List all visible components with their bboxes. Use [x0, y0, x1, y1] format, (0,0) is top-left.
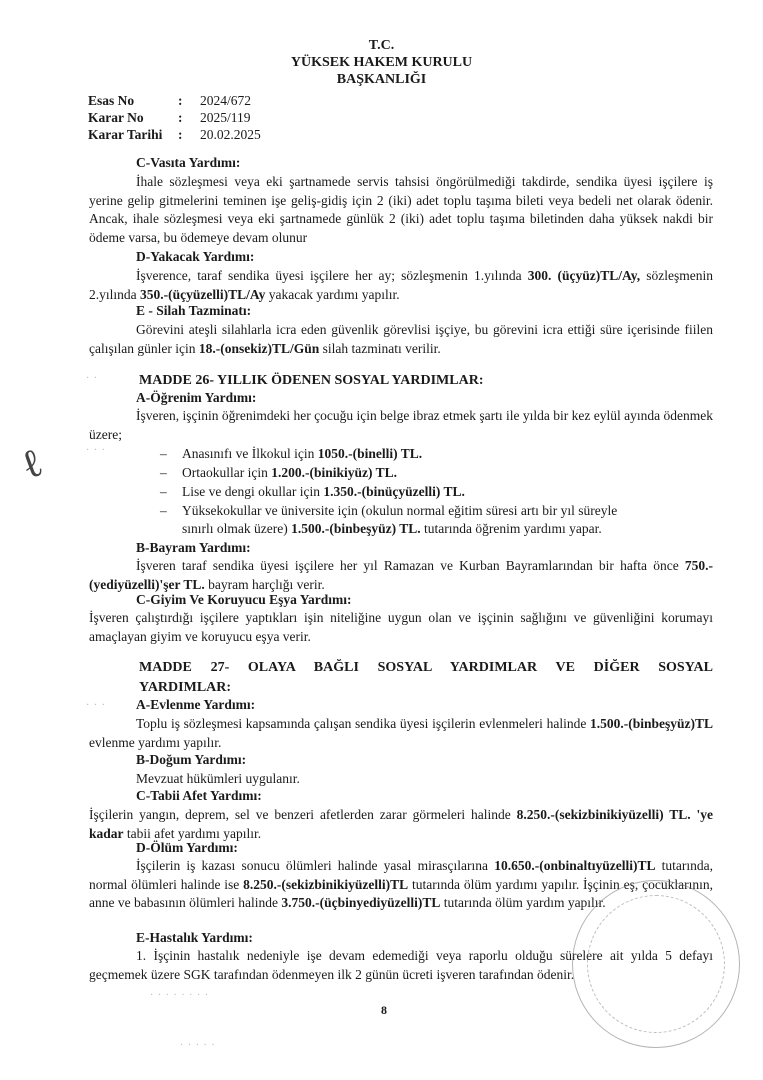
section-title-yakacak: D-Yakacak Yardımı:	[136, 249, 255, 264]
scan-noise: · · ·	[86, 700, 106, 711]
list-item: – Ortaokullar için 1.200.-(binikiyüz) TL.	[160, 465, 398, 480]
paragraph-vasita: İhale sözleşmesi veya eki şartnamede servis tahsisi öngörülmediği takdirde, sendika üyesi işçilere iş yerine gelip gitmelerini teminen işe geliş-gidiş için 2 (iki) adet toplu taşıma bileti veya bedeli net olarak ödenir. Ancak, ihale sözleşmesi veya eki şartnamede günlük 2 (iki) adet toplu taşıma biletinden daha yüksek nakdi bir ödeme varsa, bu ödemeye devam olunur	[89, 174, 713, 245]
scan-noise: · · · · ·	[180, 1040, 216, 1051]
header-court: YÜKSEK HAKEM KURULU	[290, 55, 473, 70]
meta-value: 2024/672	[200, 93, 252, 108]
section-title-bayram: B-Bayram Yardımı:	[136, 540, 251, 555]
section-title-vasita: C-Vasıta Yardımı:	[136, 155, 241, 170]
header-tc: T.C.	[368, 38, 395, 53]
meta-label: Karar Tarihi	[88, 127, 163, 142]
header-presidency: BAŞKANLIĞI	[336, 72, 427, 87]
section-title-silah: E - Silah Tazminatı:	[136, 303, 252, 318]
scan-noise: · ·	[86, 373, 99, 384]
page-number: 8	[381, 1003, 387, 1017]
handwritten-initial-mark: ℓ	[14, 439, 49, 489]
meta-esas-no: Esas No : 2024/672	[88, 93, 252, 108]
meta-value: 2025/119	[200, 110, 251, 125]
paragraph-giyim: İşveren çalıştırdığı işçilere yaptıkları işin niteliğine uygun olan ve işçinin sağlığını ve güvenliğini korumayı amaçlayan giyim ve koruyucu eşya verir.	[89, 610, 713, 644]
section-title-olum: D-Ölüm Yardımı:	[136, 840, 238, 855]
paragraph-evlenme: Toplu iş sözleşmesi kapsamında çalışan sendika üyesi işçilerin evlenmeleri halinde 1.500.-(binbeşyüz)TL evlenme yardımı yapılır.	[89, 716, 713, 750]
article-27-title: MADDE 27- OLAYA BAĞLI SOSYAL YARDIMLAR VE DİĞER SOSYAL	[139, 660, 713, 675]
paragraph-hastalik: 1. İşçinin hastalık nedeniyle işe devam edemediği veya raporlu olduğu sürelere ait yılda 5 defayı geçmemek üzere SGK tarafından ödenmeyen ilk 2 günün ücreti işveren tarafından ödenir.	[89, 948, 713, 982]
article-26-title: MADDE 26- YILLIK ÖDENEN SOSYAL YARDIMLAR:	[139, 373, 484, 388]
paragraph-olum: İşçilerin iş kazası sonucu ölümleri halinde yasal mirasçılarına 10.650.-(onbinaltıyüzelli)TL tutarında, normal ölümleri halinde ise 8.250.-(sekizbinikiyüzelli)TL tutarında ölüm yardımı yapılır. İşçinin eş, çocuklarının, anne ve babasının ölümleri halinde 3.750.-(üçbinyediyüzelli)TL tutarında ölüm yardım yapılır.	[89, 858, 713, 910]
list-item-continuation: sınırlı olmak üzere) 1.500.-(binbeşyüz) TL. tutarında öğrenim yardımı yapar.	[182, 521, 602, 536]
scan-noise: · · ·	[86, 445, 106, 456]
section-title-dogum: B-Doğum Yardımı:	[136, 752, 247, 767]
section-title-giyim: C-Giyim Ve Koruyucu Eşya Yardımı:	[136, 592, 352, 607]
list-item: – Yüksekokullar ve üniversite için (okulun normal eğitim süresi artı bir yıl süreyle	[160, 503, 618, 518]
section-title-hastalik: E-Hastalık Yardımı:	[136, 930, 253, 945]
section-title-afet: C-Tabii Afet Yardımı:	[136, 788, 262, 803]
list-item: – Anasınıfı ve İlkokul için 1050.-(binelli) TL.	[160, 446, 423, 461]
meta-value: 20.02.2025	[200, 127, 261, 142]
meta-label: Karar No	[88, 110, 144, 125]
paragraph-bayram: İşveren taraf sendika üyesi işçilere her yıl Ramazan ve Kurban Bayramlarından bir hafta önce 750.-(yediyüzelli)'şer TL. bayram harçlığı verir.	[89, 558, 713, 592]
paragraph-yakacak: İşverence, taraf sendika üyesi işçilere her ay; sözleşmenin 1.yılında 300. (üçyüz)TL/Ay, sözleşmenin 2.yılında 350.-(üçyüzelli)TL/Ay yakacak yardımı yapılır.	[89, 268, 713, 302]
paragraph-ogrenim: İşveren, işçinin öğrenimdeki her çocuğu için belge ibraz etmek şartı ile yılda bir kez eylül ayında ödenmek üzere;	[89, 408, 713, 442]
paragraph-dogum: Mevzuat hükümleri uygulanır.	[136, 771, 300, 786]
list-item: – Lise ve dengi okullar için 1.350.-(binüçyüzelli) TL.	[160, 484, 465, 499]
meta-label: Esas No	[88, 93, 135, 108]
section-title-evlenme: A-Evlenme Yardımı:	[136, 697, 256, 712]
official-stamp-seal	[572, 880, 740, 1048]
section-title-ogrenim: A-Öğrenim Yardımı:	[136, 390, 257, 405]
scan-noise: · · · · · · · ·	[150, 990, 210, 1001]
meta-karar-no: Karar No : 2025/119	[88, 110, 251, 125]
paragraph-silah: Görevini ateşli silahlarla icra eden güvenlik görevlisi işçiye, bu görevini icra ettiği süre içerisinde fiilen çalışılan günler için 18.-(onsekiz)TL/Gün silah tazminatı verilir.	[89, 322, 713, 356]
article-27-title-cont: YARDIMLAR:	[139, 680, 232, 695]
paragraph-afet: İşçilerin yangın, deprem, sel ve benzeri afetlerden zarar görmeleri halinde 8.250.-(sekizbinikiyüzelli) TL. 'ye kadar tabii afet yardımı yapılır.	[89, 807, 713, 841]
meta-karar-tarihi: Karar Tarihi : 20.02.2025	[88, 127, 261, 142]
